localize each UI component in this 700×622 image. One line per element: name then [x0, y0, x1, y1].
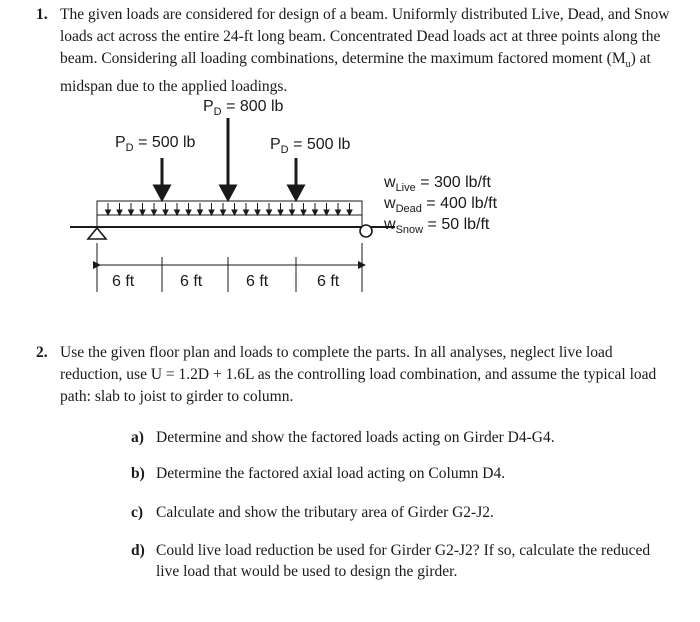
distributed-load-arrowhead [221, 210, 226, 215]
distributed-load-arrowhead [324, 210, 329, 215]
point-load-label-center: $P_D = 800$ lb [203, 98, 284, 118]
distributed-load-arrowhead [347, 210, 352, 215]
distributed-load-arrowhead [336, 210, 341, 215]
part-text: Calculate and show the tributary area of Girder G2-J2. [156, 504, 494, 521]
distributed-load-arrowhead [175, 210, 180, 215]
w-dead-label: $w_{Dead} = 400$ lb/ft [384, 195, 498, 215]
roller-support [360, 225, 372, 237]
question-1-number: 1. [36, 6, 48, 23]
pin-support [88, 228, 106, 239]
question-2-number: 2. [36, 344, 48, 361]
distributed-load-arrowhead [301, 210, 306, 215]
question-2-part-a [131, 427, 651, 448]
distributed-load-arrowhead [140, 210, 145, 215]
distributed-load-arrowhead [244, 210, 249, 215]
w-snow-label: $w_{Snow} = 50$ lb/ft [384, 216, 490, 236]
part-text: Determine and show the factored loads acting on Girder D4-G4. [156, 429, 555, 446]
question-1-text [60, 4, 676, 98]
distributed-load-arrowhead [232, 210, 237, 215]
question-1 [36, 4, 676, 98]
question-2-part-d [131, 540, 651, 582]
point-load-label-right: $P_D = 500$ lb [270, 136, 351, 156]
question-1-end: ) at midspan due to the applied loadings. [60, 50, 651, 96]
distributed-load-arrowhead [255, 210, 260, 215]
part-text: Determine the factored axial load acting on Column D4. [156, 465, 506, 482]
distributed-load-arrowhead [313, 210, 318, 215]
question-2 [36, 342, 676, 408]
part-label: a) [131, 429, 144, 446]
beam-diagram [0, 92, 700, 302]
moment-subscript: u [625, 59, 631, 71]
span-label-2: 6 ft [180, 273, 203, 290]
distributed-load-arrowhead [186, 210, 191, 215]
distributed-load-arrowhead [290, 210, 295, 215]
question-2-part-c [131, 502, 651, 523]
part-text: Could live load reduction be used for Girder G2-J2? If so, calculate the reduced live load that would be used to design the girder. [156, 542, 651, 580]
distributed-load-arrowhead [209, 210, 214, 215]
distributed-load-arrowhead [163, 210, 168, 215]
span-label-3: 6 ft [246, 273, 269, 290]
part-label: c) [131, 504, 144, 521]
part-label: d) [131, 542, 145, 559]
part-label: b) [131, 465, 145, 482]
distributed-load-arrowhead [129, 210, 134, 215]
question-2-text: Use the given floor plan and loads to complete the parts. In all analyses, neglect live load reduction, use U = 1.2D + 1.6L as the controlling load combination, and assume the typical load path: slab to joist to girder to column. [60, 344, 657, 405]
distributed-load-arrowhead [278, 210, 283, 215]
distributed-load-arrowhead [267, 210, 272, 215]
distributed-load-arrowhead [117, 210, 122, 215]
question-2-part-b [131, 463, 651, 484]
distributed-load-arrowhead [106, 210, 111, 215]
point-load-label-left: $P_D = 500$ lb [115, 134, 196, 154]
question-1-body: The given loads are considered for design of a beam. Uniformly distributed Live, Dead, and Snow loads act across the entire 24-ft long beam. Concentrated Dead loads act at three points along the beam. Considering all loading combinations, determine the maximum factored moment (M [60, 6, 670, 67]
span-label-1: 6 ft [112, 273, 135, 290]
distributed-load-arrowhead [198, 210, 203, 215]
distributed-load [97, 201, 362, 226]
distributed-load-arrowhead [152, 210, 157, 215]
point-load-arrows [155, 118, 303, 199]
span-label-4: 6 ft [317, 273, 340, 290]
w-live-label: $w_{Live} = 300$ lb/ft [384, 174, 491, 194]
